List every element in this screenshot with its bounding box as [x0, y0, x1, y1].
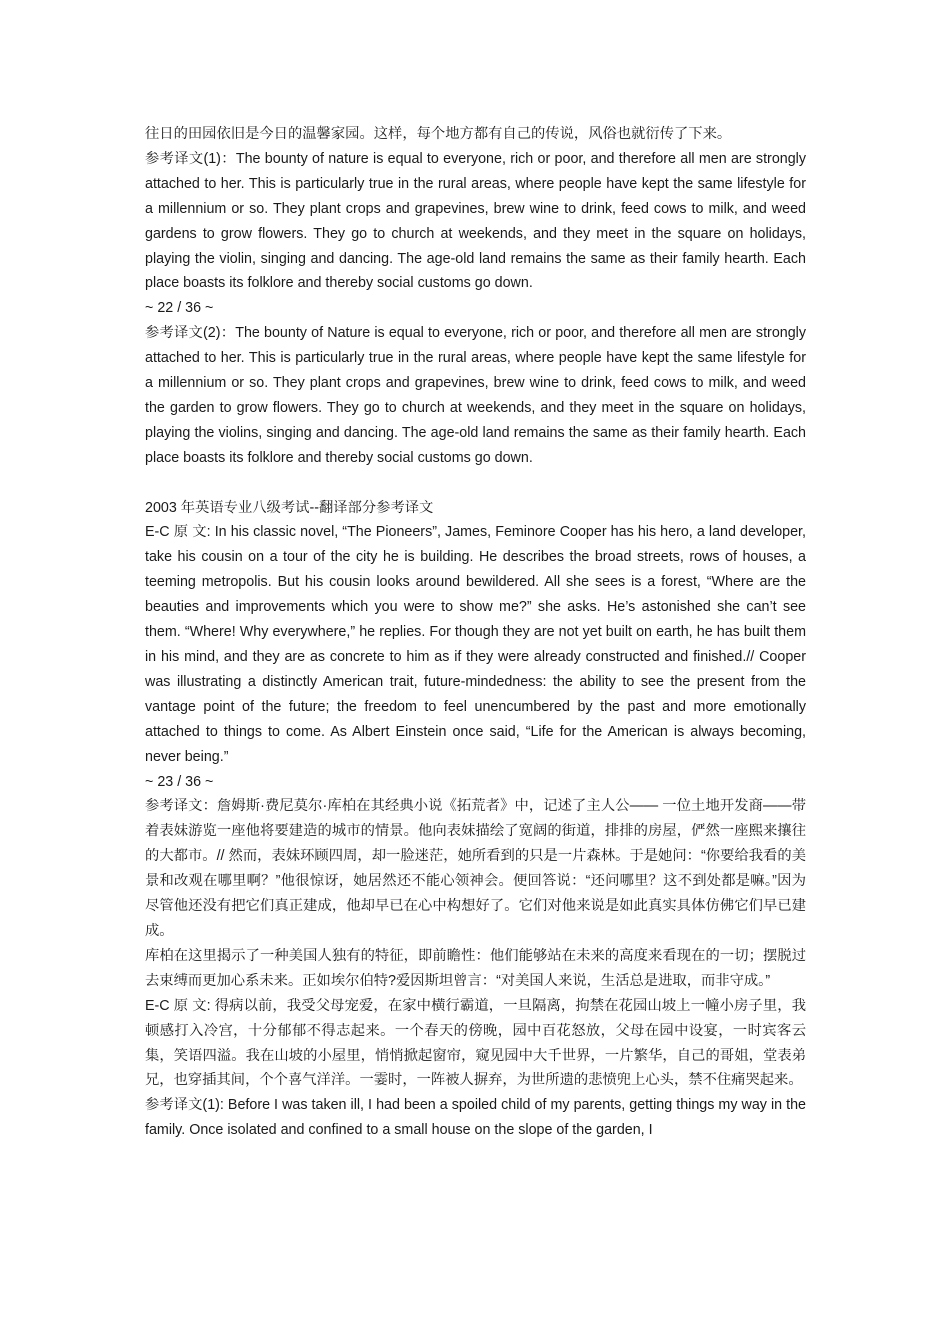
chinese-paragraph: 往日的田园依旧是今日的温馨家园。这样，每个地方都有自己的传说，风俗也就衍传了下来。 — [145, 126, 732, 142]
translation-paragraph-1: 参考译文(1)：The bounty of nature is equal to everyone, rich or poor, and therefore all men are strongly attached to her. This is particularly true in the rural areas, where people have kept the same lifestyle for a millennium or so. They plant crops and grapevines, brew wine to drink, feed cows to milk, and weed gardens to grow flowers. They go to church at weekends, and they meet in the square on holidays, playing the violin, singing and dancing. The age-old land remains the same as their family hearth. Each place boasts its folklore and thereby social customs go down. — [145, 150, 806, 292]
chinese-translation-paragraph: 参考译文：詹姆斯·费尼莫尔·库柏在其经典小说《拓荒者》中，记述了主人公—— 一位土地开发商——带着表妹游览一座他将要建造的城市的情景。他向表妹描绘了宽阔的街道，排排的房屋，俨然一座熙来攘往的大都市。// 然而，表妹环顾四周，却一脸迷茫，她所看到的只是一片森林。于是她问：“你要给我看的美景和改观在哪里啊？”他很惊讶，她居然还不能心领神会。便回答说：“还问哪里？这不到处都是嘛。”因为尽管他还没有把它们真正建成，他却早已在心中构想好了。它们对他来说是如此真实具体仿佛它们早已建成。 — [145, 798, 806, 939]
chinese-translation-paragraph-2: 库柏在这里揭示了一种美国人独有的特征，即前瞻性：他们能够站在未来的高度来看现在的一切；摆脱过去束缚而更加心系未来。正如埃尔伯特?爱因斯坦曾言：“对美国人来说，生活总是进取，而非守成。” — [145, 947, 806, 989]
source-text-paragraph-2: E-C 原 文: 得病以前，我受父母宠爱，在家中横行霸道，一旦隔离，拘禁在花园山坡上一幢小房子里，我顿感打入冷宫，十分郁郁不得志起来。一个春天的傍晚，园中百花怒放，父母在园中设宴，一时宾客云集，笑语四溢。我在山坡的小屋里，悄悄掀起窗帘，窥见园中大千世界，一片繁华，自己的哥姐，堂表弟兄，也穿插其间，个个喜气洋洋。一霎时，一阵被人摒弃，为世所遗的悲愤兜上心头，禁不住痛哭起来。 — [145, 997, 806, 1089]
translation-paragraph-2: 参考译文(2)：The bounty of Nature is equal to everyone, rich or poor, and therefore all men are strongly attached to her. This is particularly true in the rural areas, where people have kept the same lifestyle for a millennium or so. They plant crops and grapevines, brew wine to drink, feed cows to milk, and weed the garden to grow flowers. They go to church at weekends, and they meet in the square on holidays, playing the violins, singing and dancing. The age-old land remains the same as their family hearth. Each place boasts its folklore and thereby social customs go down. — [145, 325, 806, 466]
blank-line — [145, 471, 806, 496]
source-text-paragraph: E-C 原 文: In his classic novel, “The Pioneers”, James, Feminore Cooper has his hero, a land developer, take his cousin on a tour of the city he is building. He describes the broad streets, rows of houses, a teeming metropolis. But his cousin looks around bewildered. All she sees is a forest, “Where are the beauties and improvements which you were to show me?” she asks. He’s astonished she can’t see them. “Where! Why everywhere,” he replies. For though they are not yet built on earth, he has built them in his mind, and they are as concrete to him as if they were already constructed and finished.// Cooper was illustrating a distinctly American trait, future-mindedness: the ability to see the present from the vantage point of the future; the freedom to feel unencumbered by the past and more emotionally attached to things to come. As Albert Einstein once said, “Life for the American is always becoming, never being.” — [145, 524, 806, 765]
page-number: ~ 23 / 36 ~ — [145, 773, 214, 790]
page-number: ~ 22 / 36 ~ — [145, 300, 214, 317]
translation-paragraph-3: 参考译文(1): Before I was taken ill, I had been a spoiled child of my parents, getting things my way in the family. Once isolated and confined to a small house on the slope of the garden, I — [145, 1097, 806, 1139]
document-page — [145, 122, 806, 1143]
section-heading: 2003 年英语专业八级考试--翻译部分参考译文 — [145, 499, 434, 516]
